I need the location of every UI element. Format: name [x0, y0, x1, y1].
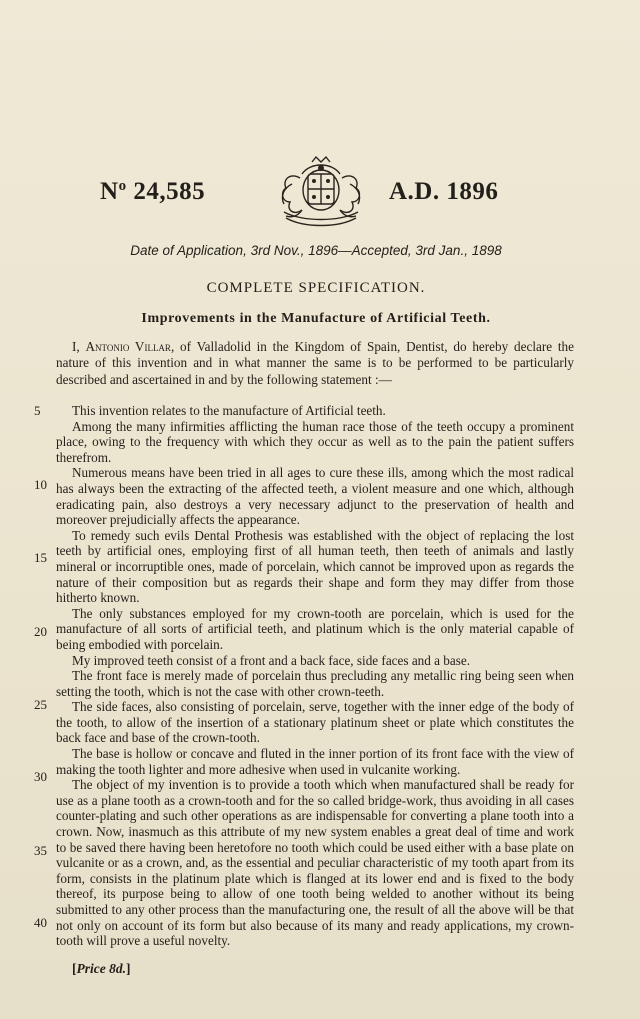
body-paragraph: To remedy such evils Dental Prothesis was established with the object of replacing the lost teeth by artificial ones, employing first of all human teeth, then teeth of animals and lastly mineral or incorruptible ones, made of porcelain, which cannot be improved upon as regards the nature of their composition but as regards their shape and form they may differ from those hitherto known.	[56, 527, 574, 606]
line-number: 15	[34, 550, 47, 565]
intro-post: , of Valladolid in the Kingdom of Spain, Dentist, do hereby declare the nature of this invention and in what manner the same is to be performed to be particularly described and ascertained in and by the following statement :—	[56, 339, 574, 387]
intro-pre: I,	[72, 339, 86, 354]
intro-paragraph	[56, 339, 574, 388]
body-paragraph: Among the many infirmities afflicting the human race those of the teeth occupy a prominent place, owing to the frequency with which they occur as well as to the pain the patient suffers therefrom.	[56, 418, 574, 465]
number-prefix: N	[100, 178, 119, 205]
inventor-name: Antonio Villar	[85, 339, 171, 354]
patent-number	[100, 178, 205, 206]
body-paragraph: This invention relates to the manufacture of Artificial teeth.	[72, 403, 386, 418]
specification-body	[56, 403, 574, 949]
line-number: 20	[34, 624, 47, 639]
royal-coat-of-arms-icon	[262, 154, 380, 230]
body-paragraph: My improved teeth consist of a front and a back face, side faces and a base.	[72, 652, 471, 668]
line-number: 25	[34, 697, 47, 712]
line-number: 40	[34, 915, 47, 930]
line-number: 10	[34, 477, 47, 492]
body-paragraph: Numerous means have been tried in all ages to cure these ills, among which the most radical has always been the extracting of the affected teeth, a violent measure and one which, although eradicating pain, also destroys a very necessary adjunct to the preservation of health and moreover prejudicially affects the appearance.	[56, 465, 574, 528]
body-paragraph: The only substances employed for my crown-tooth are porcelain, which is used for the manufacture of all sorts of artificial teeth, and platinum which is the only material capable of being embodied with porcelain.	[56, 605, 574, 652]
line-number: 5	[34, 403, 41, 418]
complete-specification-heading: COMPLETE SPECIFICATION.	[206, 280, 426, 296]
date-of-application: Date of Application, 3rd Nov., 1896—Accepted, 3rd Jan., 1898	[130, 243, 502, 258]
price-close: ]	[126, 961, 131, 976]
body-paragraph: The base is hollow or concave and fluted in the inner portion of its front face with the view of making the tooth lighter and more adhesive when used in vulcanite working.	[56, 746, 574, 777]
line-number: 30	[34, 769, 47, 784]
price-value: Price 8d.	[76, 961, 126, 976]
header	[0, 172, 640, 232]
line-number: 35	[34, 843, 47, 858]
number-value: 24,585	[133, 178, 206, 205]
body-paragraph: The front face is merely made of porcelain thus precluding any metallic ring being seen when setting the tooth, which is not the case with other crown-teeth.	[56, 668, 574, 699]
price-open: [	[72, 961, 77, 976]
price-label	[72, 961, 131, 977]
body-paragraph: The side faces, also consisting of porcelain, serve, together with the inner edge of the body of the tooth, to allow of the insertion of a stationary platinum sheet or plate which constitutes the back face and base of the crown-tooth.	[56, 699, 574, 746]
year-label: A.D. 1896	[389, 178, 499, 205]
patent-title: Improvements in the Manufacture of Artificial Teeth.	[141, 311, 491, 326]
body-paragraph: The object of my invention is to provide a tooth which when manufactured shall be ready for use as a plane tooth as a crown-tooth and for the so called bridge-work, thus avoiding in all cases counter-plating and such other operations as are indispensable for converting a plane tooth into a crown. Now, inasmuch as this attribute of my new system enables a great deal of time and work to be saved there having been heretofore no tooth which could be used either with a base plate on vulcanite or as a crown, and, as the essential and peculiar characteristic of my tooth apart from its form, consists in the platinum plate which is flanged at its lower end and is fixed to the body thereof, its purpose being to allow of one tooth being welded to another without its being submitted to any other process than the manufacturing one, the result of all the above will be that not only on account of its form but also because of its many and ready applications, my crown-tooth will prove a useful novelty.	[56, 777, 574, 949]
number-sup: o	[118, 178, 127, 194]
